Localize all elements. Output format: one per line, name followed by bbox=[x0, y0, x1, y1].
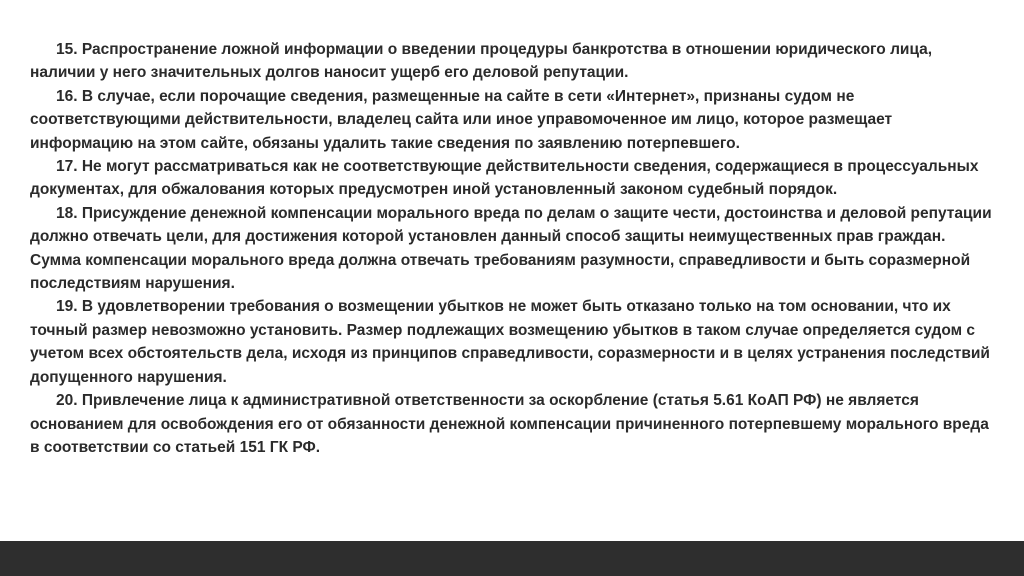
paragraph-20: 20. Привлечение лица к административной ответственности за оскорбление (статья 5.61 КоАП РФ) не является основанием для освобождения его от обязанности денежной компенсации причиненного потерпевшему морального вреда в соответствии со статьей 151 ГК РФ. bbox=[30, 392, 989, 456]
paragraph-16: 16. В случае, если порочащие сведения, размещенные на сайте в сети «Интернет», признаны судом не соответствующими действительности, владелец сайта или иное управомоченное им лицо, которое размещает информацию на этом сайте, обязаны удалить такие сведения по заявлению потерпевшего. bbox=[30, 87, 893, 152]
paragraph-15: 15. Распространение ложной информации о введении процедуры банкротства в отношении юридического лица, наличии у него значительных долгов наносит ущерб его деловой репутации. bbox=[30, 41, 933, 82]
paragraph-18: 18. Присуждение денежной компенсации морального вреда по делам о защите чести, достоинства и деловой репутации должно отвечать цели, для достижения которой установлен данный способ защиты неимущественных прав граждан. Сумма компенсации морального вреда должна отвечать требованиям разумности, справедливости и быть соразмерной последствиям нарушения. bbox=[30, 204, 992, 293]
footer-bar bbox=[0, 541, 1024, 576]
paragraph-17: 17. Не могут рассматриваться как не соответствующие действительности сведения, содержащиеся в процессуальных документах, для обжалования которых предусмотрен иной установленный законом судебный порядок. bbox=[30, 158, 979, 199]
paragraph-19: 19. В удовлетворении требования о возмещении убытков не может быть отказано только на том основании, что их точный размер невозможно установить. Размер подлежащих возмещению убытков в таком случае определяется судом с учетом всех обстоятельств дела, исходя из принципов справедливости, соразмерности и в целях устранения последствий допущенного нарушения. bbox=[30, 298, 990, 386]
slide-body-text bbox=[30, 38, 998, 459]
